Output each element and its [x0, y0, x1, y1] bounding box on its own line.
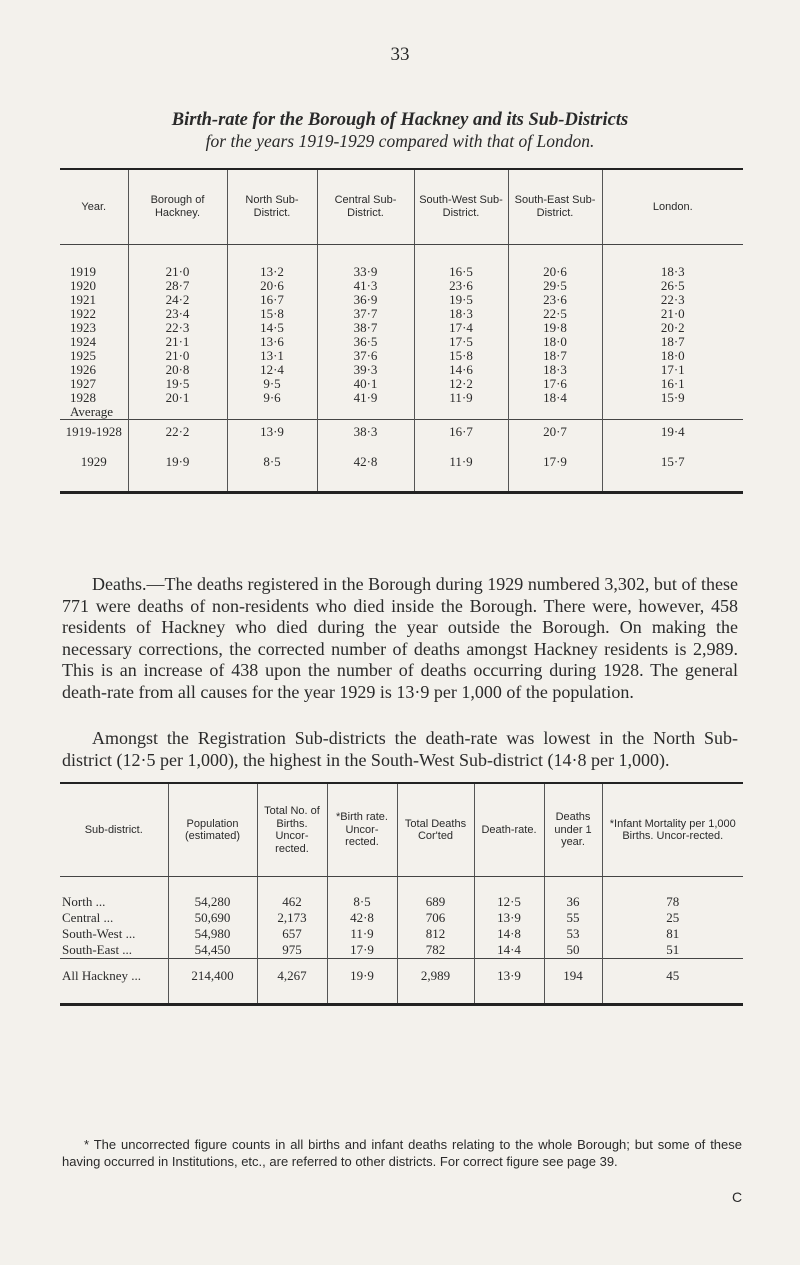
table-cell: 13·9: [474, 910, 544, 926]
table-cell: 54,450: [168, 942, 257, 959]
table-cell: 16·7: [227, 293, 317, 307]
table-cell: 81: [602, 926, 743, 942]
col-header-infant-mortality: *Infant Mortality per 1,000 Births. Uncor-rected.: [602, 783, 743, 877]
table-cell: 20·2: [602, 321, 743, 335]
table-cell: 14·8: [474, 926, 544, 942]
col-header-total-deaths: Total Deaths Cor'ted: [397, 783, 474, 877]
table-cell: 1928: [70, 390, 96, 405]
table-cell: 37·6: [317, 349, 414, 363]
table-cell: 23·6: [414, 279, 508, 293]
table-cell: [602, 405, 743, 420]
table-cell: 1919: [70, 264, 96, 279]
table-cell: 1925: [70, 348, 96, 363]
table-cell: 17·9: [508, 443, 602, 493]
table-cell: 4,267: [257, 959, 327, 1005]
table-cell: 1927: [70, 376, 96, 391]
table-cell: 1926: [70, 362, 96, 377]
table-cell: 36: [544, 877, 602, 911]
table-cell: 15·7: [602, 443, 743, 493]
table-cell: 17·4: [414, 321, 508, 335]
table-cell: 15·8: [414, 349, 508, 363]
table-cell: 13·6: [227, 335, 317, 349]
table-cell: 1920: [70, 278, 96, 293]
table-cell: 18·0: [508, 335, 602, 349]
table-cell: 50: [544, 942, 602, 959]
table-cell: 17·9: [327, 942, 397, 959]
table-cell: 33·9: [317, 245, 414, 280]
table-cell: 1921: [70, 292, 96, 307]
table-row: [60, 279, 743, 293]
table-cell: 20·8: [128, 363, 227, 377]
table-cell: South-West ...: [62, 926, 136, 941]
table-cell: 16·7: [414, 420, 508, 444]
table-row: [60, 910, 743, 926]
title-line-1: Birth-rate for the Borough of Hackney and its Sub-Districts: [171, 110, 629, 130]
table-cell: 9·6: [227, 391, 317, 405]
table-cell: 194: [544, 959, 602, 1005]
table-cell: 42·8: [317, 443, 414, 493]
table-cell: 41·9: [317, 391, 414, 405]
table-cell: 14·4: [474, 942, 544, 959]
table-cell: 42·8: [327, 910, 397, 926]
table-cell: 22·3: [128, 321, 227, 335]
deaths-paragraph: Deaths.—The deaths registered in the Borough during 1929 numbered 3,302, but of these 771 were deaths of non-residents who died inside the Borough. There were, however, 458 residents of Hackney who died during the year outside the Borough. On making the necessary corrections, the corrected number of deaths amongst Hackney residents is 2,989. This is an increase of 438 upon the number of deaths occurring during 1928. The general death-rate from all causes for the year 1929 is 13·9 per 1,000 of the population.: [62, 574, 738, 702]
average-label-row: [60, 405, 743, 420]
table-cell: 18·3: [602, 245, 743, 280]
table-cell: 18·4: [508, 391, 602, 405]
table-cell: South-East ...: [62, 942, 133, 957]
table-cell: 26·5: [602, 279, 743, 293]
table-cell: 1929: [80, 454, 107, 469]
page-title: [60, 110, 740, 152]
table-cell: 38·7: [317, 321, 414, 335]
table-cell: 13·9: [474, 959, 544, 1005]
table-cell: 1919-1928: [60, 420, 128, 444]
table-row: [60, 293, 743, 307]
table-cell: 2,173: [257, 910, 327, 926]
table-cell: 12·5: [474, 877, 544, 911]
table-cell: 50,690: [168, 910, 257, 926]
table-cell: 1923: [70, 320, 96, 335]
table-cell: Central ...: [62, 910, 114, 925]
table-cell: 18·3: [414, 307, 508, 321]
table-cell: 17·5: [414, 335, 508, 349]
table-cell: 975: [257, 942, 327, 959]
table-cell: 20·6: [508, 245, 602, 280]
table-cell: 53: [544, 926, 602, 942]
col-header-central: Central Sub-District.: [317, 169, 414, 245]
table-cell: 21·0: [602, 307, 743, 321]
table-cell: 16·5: [414, 245, 508, 280]
table-cell: 21·1: [128, 335, 227, 349]
table-cell: 1922: [70, 306, 96, 321]
table-cell: 51: [602, 942, 743, 959]
subdistrict-paragraph: Amongst the Registration Sub-districts the death-rate was lowest in the North Sub-district (12·5 per 1,000), the highest in the South-West Sub-district (14·8 per 1,000).: [62, 728, 738, 770]
table-cell: 54,280: [168, 877, 257, 911]
table-cell: 18·7: [508, 349, 602, 363]
table-cell: 1924: [70, 334, 96, 349]
table-row: [60, 349, 743, 363]
table-row: [60, 245, 743, 280]
table-cell: 14·5: [227, 321, 317, 335]
table-cell: 29·5: [508, 279, 602, 293]
table-cell: 37·7: [317, 307, 414, 321]
table-cell: 36·5: [317, 335, 414, 349]
table-cell: 12·2: [414, 377, 508, 391]
table-cell: 782: [397, 942, 474, 959]
table-cell: 19·5: [128, 377, 227, 391]
table-cell: [227, 405, 317, 420]
table-cell: 15·9: [602, 391, 743, 405]
table-cell: 41·3: [317, 279, 414, 293]
table-cell: 55: [544, 910, 602, 926]
table-row: [60, 335, 743, 349]
table-cell: [128, 405, 227, 420]
table-cell: 28·7: [128, 279, 227, 293]
table-cell: 706: [397, 910, 474, 926]
table-cell: 214,400: [168, 959, 257, 1005]
table-row: [60, 321, 743, 335]
table-cell: 38·3: [317, 420, 414, 444]
table-header-row: [60, 169, 743, 245]
table-cell: 22·5: [508, 307, 602, 321]
table-cell: 19·9: [128, 443, 227, 493]
col-header-north: North Sub-District.: [227, 169, 317, 245]
table-header-row: [60, 783, 743, 877]
table-cell: 16·1: [602, 377, 743, 391]
average-label: Average: [70, 404, 114, 419]
table-cell: 17·6: [508, 377, 602, 391]
table-row: [60, 307, 743, 321]
table-cell: 45: [602, 959, 743, 1005]
table-cell: 11·9: [414, 391, 508, 405]
table-cell: 15·8: [227, 307, 317, 321]
col-header-year: Year.: [60, 169, 128, 245]
birth-rate-table: [60, 168, 743, 494]
table-cell: 18·0: [602, 349, 743, 363]
table-cell: 22·2: [128, 420, 227, 444]
table-cell: [508, 405, 602, 420]
table-cell: 20·1: [128, 391, 227, 405]
table-cell: 812: [397, 926, 474, 942]
table-cell: 78: [602, 877, 743, 911]
average-row: [60, 420, 743, 444]
table-cell: 11·9: [414, 443, 508, 493]
col-header-south-east: South-East Sub-District.: [508, 169, 602, 245]
footnote: * The uncorrected figure counts in all births and infant deaths relating to the whole Borough; but some of these having occurred in Institutions, etc., are referred to other districts. For correct figure see page 39.: [62, 1137, 742, 1169]
col-header-infant-deaths: Deaths under 1 year.: [544, 783, 602, 877]
table-cell: 12·4: [227, 363, 317, 377]
table-cell: 19·5: [414, 293, 508, 307]
table-cell: 13·9: [227, 420, 317, 444]
table-cell: 22·3: [602, 293, 743, 307]
table-cell: 25: [602, 910, 743, 926]
table-cell: 24·2: [128, 293, 227, 307]
death-rate-table-body: [60, 877, 743, 1005]
table-cell: [414, 405, 508, 420]
col-header-london: London.: [602, 169, 743, 245]
table-row: [60, 391, 743, 405]
col-header-birth-rate: *Birth rate. Uncor-rected.: [327, 783, 397, 877]
title-line-2: for the years 1919-1929 compared with that of London.: [205, 131, 595, 151]
table-row: [60, 942, 743, 959]
table-cell: 20·7: [508, 420, 602, 444]
col-header-borough: Borough of Hackney.: [128, 169, 227, 245]
table-cell: 54,980: [168, 926, 257, 942]
table-cell: 18·3: [508, 363, 602, 377]
table-cell: 17·1: [602, 363, 743, 377]
table-cell: 23·6: [508, 293, 602, 307]
table-cell: 19·4: [602, 420, 743, 444]
table-cell: 21·0: [128, 349, 227, 363]
table-cell: 8·5: [327, 877, 397, 911]
table-cell: 2,989: [397, 959, 474, 1005]
birth-rate-table-body: [60, 245, 743, 493]
table-cell: 689: [397, 877, 474, 911]
table-cell: 657: [257, 926, 327, 942]
total-row: [60, 959, 743, 1005]
table-cell: All Hackney ...: [60, 959, 168, 1005]
page-number: 33: [390, 44, 410, 65]
table-cell: 40·1: [317, 377, 414, 391]
table-cell: 23·4: [128, 307, 227, 321]
table-cell: 19·8: [508, 321, 602, 335]
table-cell: 13·1: [227, 349, 317, 363]
table-cell: 9·5: [227, 377, 317, 391]
table-cell: 19·9: [327, 959, 397, 1005]
table-cell: North ...: [62, 894, 106, 909]
table-cell: 36·9: [317, 293, 414, 307]
table-cell: 462: [257, 877, 327, 911]
table-cell: 39·3: [317, 363, 414, 377]
table-cell: 13·2: [227, 245, 317, 280]
col-header-subdistrict: Sub-district.: [60, 783, 168, 877]
signature-mark: C: [732, 1189, 743, 1205]
table-cell: 8·5: [227, 443, 317, 493]
death-rate-table: [60, 782, 743, 1006]
row-1929: [60, 443, 743, 493]
table-row: [60, 926, 743, 942]
table-row: [60, 363, 743, 377]
table-row: [60, 377, 743, 391]
table-cell: 20·6: [227, 279, 317, 293]
table-cell: 18·7: [602, 335, 743, 349]
table-cell: 21·0: [128, 245, 227, 280]
col-header-population: Population (estimated): [168, 783, 257, 877]
table-row: [60, 877, 743, 911]
table-cell: 14·6: [414, 363, 508, 377]
table-cell: [317, 405, 414, 420]
col-header-death-rate: Death-rate.: [474, 783, 544, 877]
table-cell: 11·9: [327, 926, 397, 942]
col-header-total-births: Total No. of Births. Uncor-rected.: [257, 783, 327, 877]
col-header-south-west: South-West Sub-District.: [414, 169, 508, 245]
